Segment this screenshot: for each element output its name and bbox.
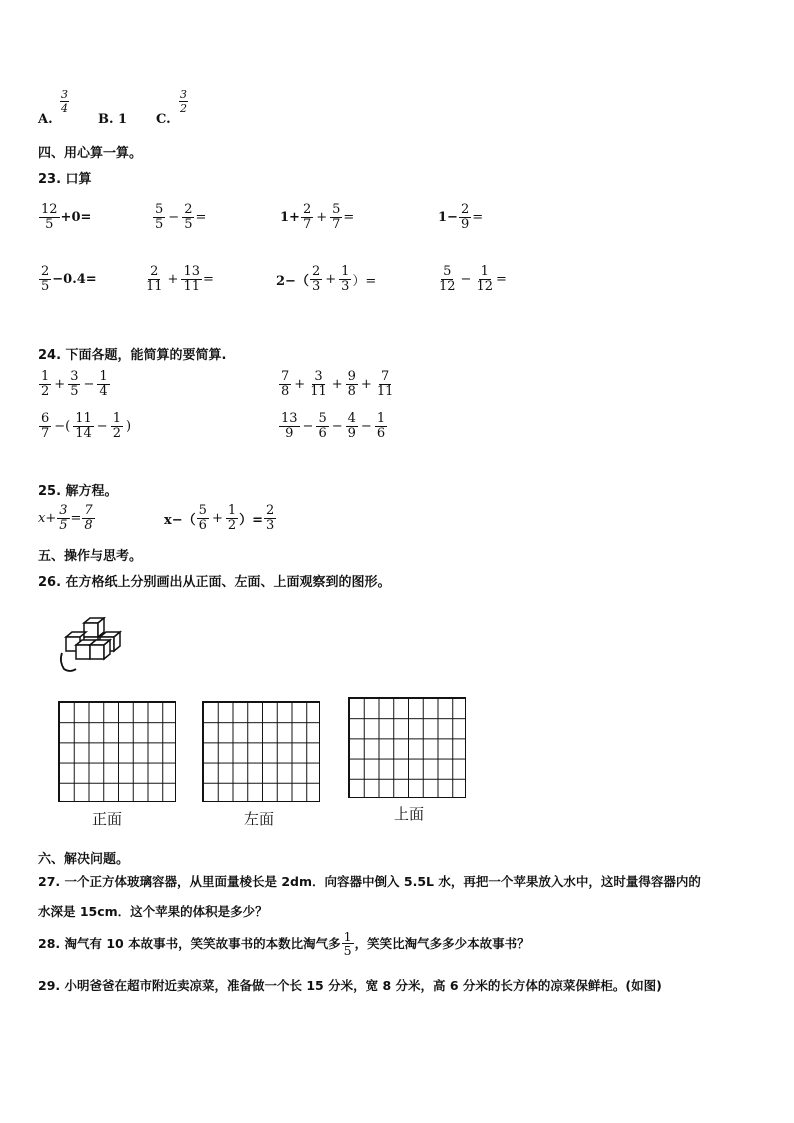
q26-title: 26. 在方格纸上分别画出从正面、左面、上面观察到的图形。 xyxy=(38,575,391,590)
operator: − xyxy=(360,418,372,434)
cube-figure xyxy=(56,617,128,675)
fraction: $\frac{5}{6}$ xyxy=(318,411,327,441)
q25-equation-1: x+ $\frac{3}{5}$ = $\frac{7}{8}$ xyxy=(38,503,93,533)
q28-text: 28. 淘气有 10 本故事书，笑笑故事书的本数比淘气多 $\frac{1}{5}$ ，笑笑比淘气多多少本故事书？ xyxy=(38,929,530,959)
operator: + xyxy=(294,376,306,392)
q24-expr-3 xyxy=(38,412,133,440)
operator: + xyxy=(54,376,66,392)
fraction: $\frac{1}{4}$ xyxy=(99,369,108,399)
q25-title: 25. 解方程。 xyxy=(38,484,118,499)
fraction: $\frac{1}{2}$ xyxy=(41,369,50,399)
option-a-fraction: 3 4 xyxy=(61,88,68,116)
q23-title: 23. 口算 xyxy=(38,172,92,187)
grid-left-view[interactable] xyxy=(202,701,320,802)
operator: ) xyxy=(125,418,132,434)
fraction: $\frac{9}{8}$ xyxy=(347,369,356,399)
q24-expr-2 xyxy=(278,370,396,398)
option-c-fraction: 3 2 xyxy=(180,88,187,116)
option-a-label: A. xyxy=(38,112,53,127)
q24-expr-4 xyxy=(278,412,388,440)
option-c-label: C. xyxy=(156,112,171,127)
label-left-view: 左面 xyxy=(244,810,275,828)
grid-front-view[interactable] xyxy=(58,701,176,802)
q23-expr-5: $\frac{2}{5}$ −0.4= xyxy=(41,264,97,294)
q27-line-2: 水深是 15cm．这个苹果的体积是多少？ xyxy=(38,904,268,919)
fraction: $\frac{7}{8}$ xyxy=(281,369,290,399)
fraction: $\frac{1}{6}$ xyxy=(376,411,386,441)
q23-expr-3: 1+ $\frac{2}{7}$ + $\frac{5}{7}$ = xyxy=(280,202,355,232)
grid-top-view[interactable] xyxy=(348,697,466,798)
fraction: $\frac{13}{9}$ xyxy=(281,411,298,441)
label-top-view: 上面 xyxy=(394,805,425,823)
label-front-view: 正面 xyxy=(92,810,123,828)
operator: + xyxy=(360,376,372,392)
q23-expr-7: 2−（ $\frac{2}{3}$ + $\frac{1}{3}$ ）= xyxy=(276,264,377,294)
q23-expr-2: $\frac{5}{5}$ − $\frac{2}{5}$ = xyxy=(155,202,207,232)
section-5-title: 五、操作与思考。 xyxy=(38,549,143,564)
operator: − xyxy=(83,376,95,392)
operator: − xyxy=(96,418,108,434)
q28-fraction: $\frac{1}{5}$ xyxy=(343,929,352,959)
operator: −( xyxy=(54,418,71,434)
q24-title: 24. 下面各题，能简算的要简算. xyxy=(38,348,227,363)
fraction: $\frac{4}{9}$ xyxy=(347,411,356,441)
operator: − xyxy=(331,418,343,434)
q23-expr-8: $\frac{5}{12}$ − $\frac{1}{12}$ = xyxy=(439,264,507,294)
q23-expr-4: 1− $\frac{2}{9}$ = xyxy=(438,202,484,232)
section-6-title: 六、解决问题。 xyxy=(38,852,130,867)
option-b: B. 1 xyxy=(98,112,128,127)
fraction: $\frac{3}{11}$ xyxy=(310,369,327,399)
q27-line-1: 27. 一个正方体玻璃容器，从里面量棱长是 2dm．向容器中倒入 5.5L 水，再把一个苹果放入水中，这时量得容器内的 xyxy=(38,874,701,889)
q23-expr-1: $\frac{12}{5}$ +0= xyxy=(41,202,92,232)
fraction: $\frac{11}{14}$ xyxy=(75,411,92,441)
q25-equation-2: x−（ $\frac{5}{6}$ + $\frac{1}{2}$ ）= $\frac{2}{3}$ xyxy=(164,503,275,533)
operator: + xyxy=(331,376,343,392)
q24-expr-1 xyxy=(38,370,111,398)
operator: − xyxy=(302,418,314,434)
fraction: $\frac{3}{5}$ xyxy=(70,369,79,399)
fraction: $\frac{6}{7}$ xyxy=(41,411,50,441)
fraction: $\frac{7}{11}$ xyxy=(376,369,394,399)
q23-expr-6: $\frac{2}{11}$ + $\frac{13}{11}$ = xyxy=(146,264,214,294)
section-4-title: 四、用心算一算。 xyxy=(38,146,143,161)
fraction: $\frac{1}{2}$ xyxy=(112,411,121,441)
q29-text: 29. 小明爸爸在超市附近卖凉菜，准备做一个长 15 分米，宽 8 分米，高 6 分米的长方体的凉菜保鲜柜。(如图) xyxy=(38,978,662,993)
